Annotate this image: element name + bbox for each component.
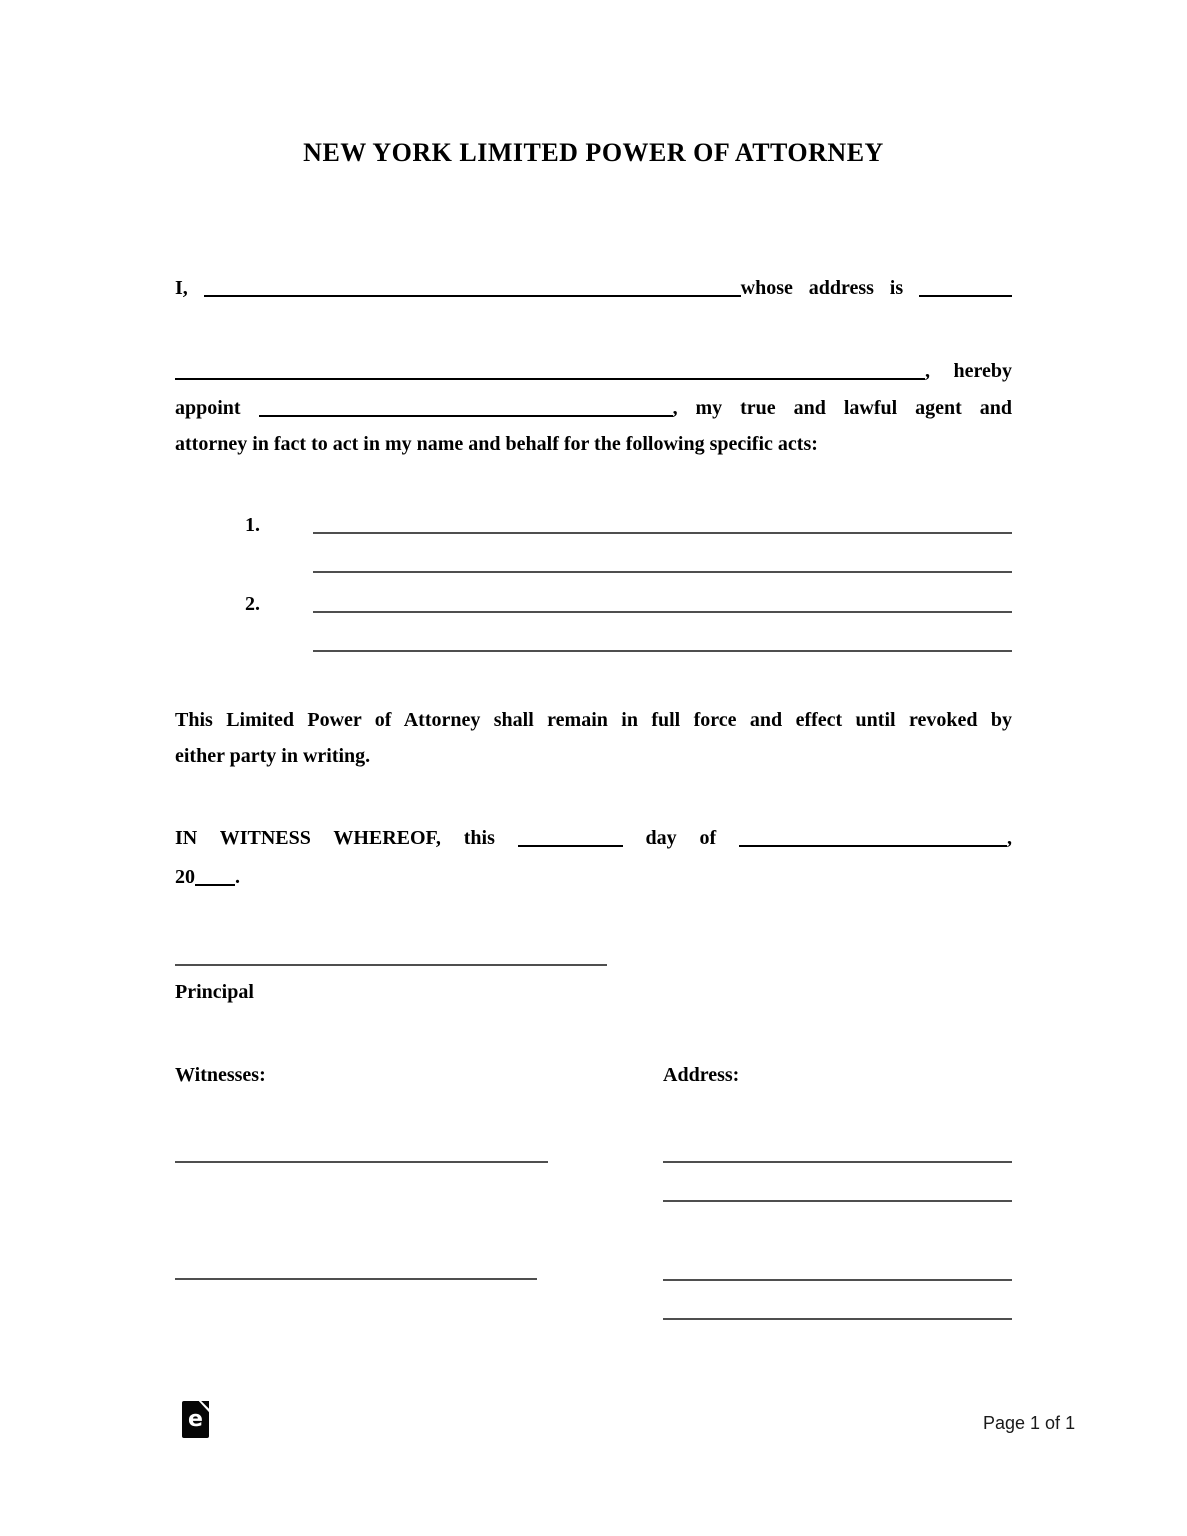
opening-line-1 <box>175 274 1012 302</box>
opening-i-label: I, <box>175 277 188 299</box>
address-line-2 <box>663 1200 1012 1202</box>
execution-line-1 <box>175 824 1012 852</box>
opening-line-4 <box>175 430 1012 458</box>
act-item-2-row-2 <box>175 629 1012 657</box>
act-item-2-row-1 <box>175 590 1012 618</box>
witness-signature-line-1 <box>175 1161 548 1163</box>
blank-act-2-line-2 <box>313 647 1012 652</box>
eforms-logo-icon <box>182 1401 209 1438</box>
address-line-4 <box>663 1318 1012 1320</box>
act-item-1-row-2 <box>175 550 1012 578</box>
principal-label: Principal <box>175 981 254 1003</box>
blank-address-start <box>919 292 1012 297</box>
opening-hereby: , hereby <box>925 360 1012 382</box>
act-number-2: 2. <box>245 593 260 615</box>
durability-line-1 <box>175 706 1012 734</box>
witnesses-label: Witnesses: <box>175 1064 266 1086</box>
opening-line-2 <box>175 357 1012 385</box>
blank-act-2-line-1 <box>313 608 1012 613</box>
execution-year-prefix: 20 <box>175 866 195 888</box>
blank-act-1-line-2 <box>313 568 1012 573</box>
blank-act-1-line-1 <box>313 529 1012 534</box>
execution-period: . <box>235 866 240 888</box>
blank-agent-name <box>259 412 673 417</box>
execution-in-witness: IN WITNESS WHEREOF, <box>175 827 441 849</box>
act-item-1-row-1 <box>175 511 1012 539</box>
opening-appoint: appoint <box>175 397 241 419</box>
witness-signature-line-2 <box>175 1278 537 1280</box>
document-title: NEW YORK LIMITED POWER OF ATTORNEY <box>303 138 884 167</box>
act-number-1: 1. <box>245 514 260 536</box>
address-line-3 <box>663 1279 1012 1281</box>
opening-agent-clause: , my true and lawful agent and <box>672 397 1012 419</box>
opening-line-3 <box>175 394 1012 422</box>
execution-line-2 <box>175 863 1012 891</box>
opening-acts-line: attorney in fact to act in my name and behalf for the following specific acts: <box>175 433 818 455</box>
durability-line-2 <box>175 742 1012 770</box>
execution-comma: , <box>1007 827 1012 849</box>
blank-principal-name <box>204 292 741 297</box>
blank-year <box>195 881 235 886</box>
principal-signature-line <box>175 964 607 966</box>
address-line-1 <box>663 1161 1012 1163</box>
page-indicator: Page 1 of 1 <box>983 1413 1076 1433</box>
execution-this: this <box>463 827 495 849</box>
opening-whose-address: whose address is <box>740 277 904 299</box>
eforms-logo-letter: e <box>188 1407 203 1432</box>
blank-address-continued <box>175 375 925 380</box>
durability-text-2: either party in writing. <box>175 745 371 767</box>
blank-month <box>739 842 1007 847</box>
address-label: Address: <box>663 1064 740 1086</box>
durability-text-1: This Limited Power of Attorney shall remain in full force and effect until revoked by <box>175 709 1012 731</box>
blank-day <box>518 842 623 847</box>
execution-day-of: day of <box>645 827 717 849</box>
